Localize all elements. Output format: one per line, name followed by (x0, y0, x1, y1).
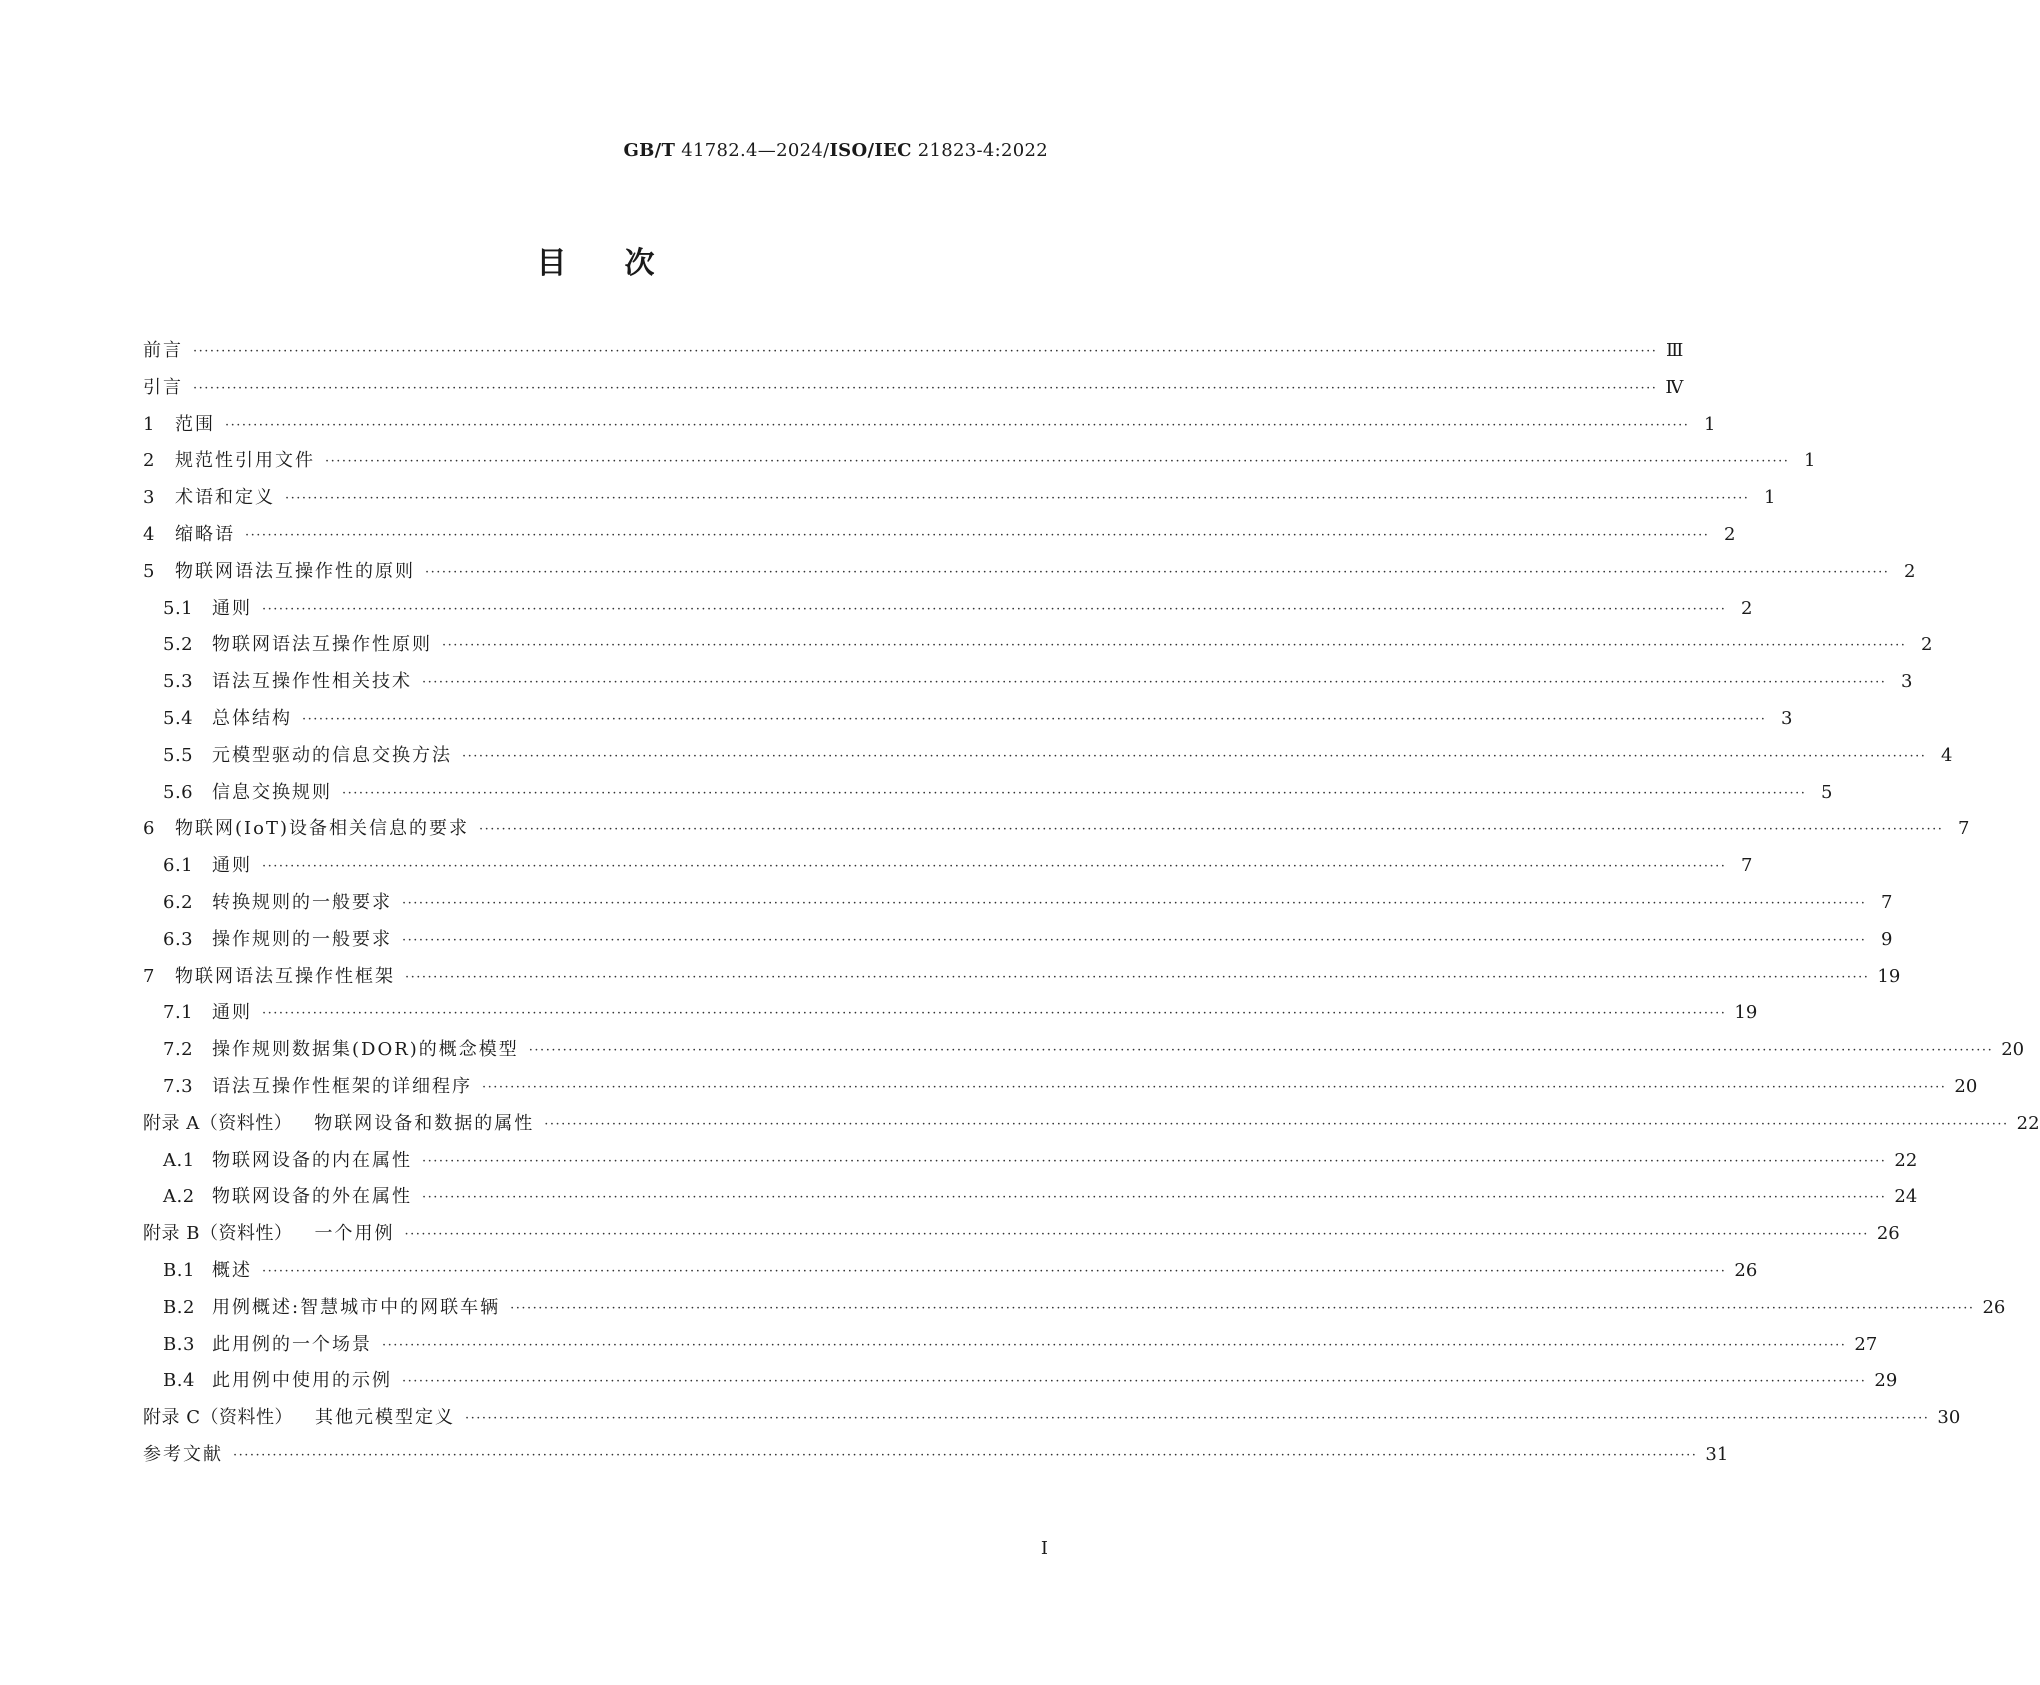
toc-dot-leader: ···································································································································································································································································· (462, 748, 1927, 764)
toc-entry[interactable] (143, 1256, 1758, 1293)
toc-entry[interactable] (143, 1219, 1900, 1256)
toc-entry-number: B.4 (163, 1370, 195, 1392)
toc-entry[interactable] (143, 1109, 2040, 1146)
toc-entry[interactable] (143, 741, 1953, 778)
toc-entry[interactable] (143, 778, 1833, 815)
toc-dot-leader: ···································································································································································································································································· (302, 711, 1767, 727)
iso-prefix: ISO/IEC (829, 140, 912, 161)
toc-entry-page: Ⅲ (1666, 340, 1684, 361)
toc-entry-page: 30 (1937, 1407, 1961, 1429)
toc-entry-page: 2 (1920, 634, 1933, 656)
toc-entry-page: 22 (1894, 1149, 1918, 1171)
toc-entry-number: 6.2 (163, 891, 194, 913)
toc-entry-title: 语法互操作性相关技术 (212, 671, 412, 693)
toc-entry-page: 5 (1820, 781, 1833, 803)
toc-entry[interactable] (143, 483, 1776, 520)
toc-dot-leader: ···································································································································································································································································· (262, 601, 1727, 617)
toc-entry[interactable] (143, 962, 1901, 999)
toc-entry-title: 转换规则的一般要求 (212, 891, 392, 913)
toc-entry-number: 5.3 (163, 671, 194, 693)
toc-entry[interactable] (143, 1146, 1918, 1183)
toc-dot-leader: ···································································································································································································································································· (482, 1079, 1947, 1095)
toc-entry-title: 引言 (143, 376, 183, 398)
toc-entry[interactable] (143, 336, 1684, 373)
toc-dot-leader: ···································································································································································································································································· (245, 527, 1710, 543)
toc-entry-title: 物联网语法互操作性原则 (212, 634, 432, 656)
toc-entry[interactable] (143, 704, 1793, 741)
toc-dot-leader: ···································································································································································································································································· (425, 564, 1890, 580)
table-of-contents (143, 336, 2040, 1477)
toc-entry-page: 3 (1780, 707, 1793, 729)
toc-entry-page: 31 (1705, 1443, 1729, 1465)
toc-entry-page: 29 (1874, 1370, 1898, 1392)
toc-dot-leader: ···································································································································································································································································· (285, 491, 1750, 507)
toc-dot-leader: ···································································································································································································································································· (193, 380, 1658, 396)
toc-entry-number: 5.2 (163, 634, 194, 656)
toc-entry-number: B.2 (163, 1296, 195, 1318)
toc-dot-leader: ···································································································································································································································································· (422, 675, 1887, 691)
document-header (623, 140, 1048, 161)
toc-dot-leader: ···································································································································································································································································· (422, 1190, 1887, 1206)
toc-dot-leader: ···································································································································································································································································· (442, 638, 1907, 654)
toc-entry-page: 24 (1894, 1186, 1918, 1208)
toc-entry-title: 范围 (175, 413, 215, 435)
toc-entry-number: 附录 B（资料性） (143, 1223, 293, 1245)
toc-entry-number: 附录 C（资料性） (143, 1407, 293, 1429)
toc-entry-page: 19 (1877, 965, 1901, 987)
toc-entry-title: 物联网设备和数据的属性 (314, 1112, 535, 1134)
toc-entry[interactable] (143, 410, 1716, 447)
toc-entry-page: 7 (1957, 818, 1970, 840)
toc-dot-leader: ···································································································································································································································································· (465, 1411, 1930, 1427)
toc-entry-number: 6.1 (163, 855, 194, 877)
toc-dot-leader: ···································································································································································································································································· (342, 785, 1807, 801)
toc-entry[interactable] (143, 594, 1753, 631)
toc-entry-page: 9 (1880, 928, 1893, 950)
toc-entry[interactable] (143, 888, 1893, 925)
toc-dot-leader: ···································································································································································································································································· (528, 1043, 1994, 1059)
toc-dot-leader: ···································································································································································································································································· (233, 1447, 1698, 1463)
toc-dot-leader: ···································································································································································································································································· (404, 1227, 1869, 1243)
toc-entry-number: 7.2 (163, 1039, 194, 1061)
toc-entry-title: 缩略语 (175, 523, 235, 545)
toc-entry[interactable] (143, 630, 1933, 667)
page-number: Ⅰ (1040, 1538, 1048, 1559)
toc-entry-title: 物联网设备的内在属性 (212, 1149, 412, 1171)
toc-entry-title: 物联网语法互操作性的原则 (175, 560, 415, 582)
toc-entry[interactable] (143, 998, 1758, 1035)
toc-entry[interactable] (143, 925, 1893, 962)
toc-entry-page: 3 (1900, 671, 1913, 693)
toc-entry-number: 5.6 (163, 781, 194, 803)
toc-entry-title: 信息交换规则 (212, 781, 332, 803)
toc-entry-number: 1 (143, 413, 155, 435)
toc-entry[interactable] (143, 1035, 2025, 1072)
toc-entry-title: 用例概述:智慧城市中的网联车辆 (212, 1296, 501, 1318)
toc-entry-page: 4 (1940, 744, 1953, 766)
toc-entry-title: 参考文献 (143, 1443, 223, 1465)
toc-entry-number: 5 (143, 560, 155, 582)
toc-entry-title: 语法互操作性框架的详细程序 (212, 1075, 472, 1097)
toc-dot-leader: ···································································································································································································································································· (262, 1006, 1727, 1022)
toc-dot-leader: ···································································································································································································································································· (402, 1374, 1867, 1390)
standard-prefix: GB/T (623, 140, 676, 161)
standard-code: 41782.4—2024/ (675, 140, 830, 161)
toc-entry-title: 其他元模型定义 (315, 1407, 455, 1429)
toc-entry[interactable] (143, 1403, 1961, 1440)
toc-entry-title: 一个用例 (314, 1223, 395, 1245)
toc-entry-title: 元模型驱动的信息交换方法 (212, 744, 452, 766)
toc-dot-leader: ···································································································································································································································································· (225, 417, 1690, 433)
toc-entry-number: A.2 (163, 1186, 195, 1208)
toc-dot-leader: ···································································································································································································································································· (402, 895, 1867, 911)
toc-entry-number: 5.4 (163, 707, 194, 729)
toc-dot-leader: ···································································································································································································································································· (402, 932, 1867, 948)
toc-entry-page: 26 (1734, 1259, 1758, 1281)
toc-entry-title: 术语和定义 (175, 487, 275, 509)
toc-entry[interactable] (143, 373, 1684, 410)
toc-entry-page: 22 (2016, 1112, 2040, 1134)
toc-entry-title: 此用例的一个场景 (212, 1333, 372, 1355)
toc-entry-title: 操作规则的一般要求 (212, 928, 392, 950)
toc-entry-page: 2 (1903, 560, 1916, 582)
toc-dot-leader: ···································································································································································································································································· (382, 1337, 1847, 1353)
toc-entry-title: 物联网(IoT)设备相关信息的要求 (175, 818, 469, 840)
toc-entry-number: 6.3 (163, 928, 194, 950)
toc-entry-page: 7 (1880, 891, 1893, 913)
toc-entry-title: 总体结构 (212, 707, 292, 729)
toc-entry-page: 7 (1740, 855, 1753, 877)
toc-entry-number: 5.5 (163, 744, 194, 766)
toc-dot-leader: ···································································································································································································································································· (405, 969, 1870, 985)
toc-entry-title: 通则 (212, 855, 252, 877)
toc-entry-title: 操作规则数据集(DOR)的概念模型 (212, 1039, 519, 1061)
toc-entry-title: 此用例中使用的示例 (212, 1370, 392, 1392)
toc-entry-number: 4 (143, 523, 155, 545)
toc-dot-leader: ···································································································································································································································································· (262, 1263, 1727, 1279)
toc-entry-number: 附录 A（资料性） (143, 1112, 293, 1134)
toc-entry[interactable] (143, 557, 1916, 594)
toc-entry-number: 6 (143, 818, 155, 840)
toc-entry-page: 1 (1703, 413, 1716, 435)
toc-entry[interactable] (143, 1293, 2006, 1330)
toc-entry-number: 7.3 (163, 1075, 194, 1097)
toc-entry-number: 7.1 (163, 1002, 194, 1024)
toc-dot-leader: ···································································································································································································································································· (325, 454, 1790, 470)
toc-entry[interactable] (143, 1182, 1918, 1219)
toc-entry[interactable] (143, 1440, 1729, 1477)
toc-entry[interactable] (143, 667, 1913, 704)
toc-entry-number: B.3 (163, 1333, 195, 1355)
toc-entry-number: A.1 (163, 1149, 195, 1171)
toc-entry[interactable] (143, 814, 1970, 851)
toc-entry-page: 1 (1803, 450, 1816, 472)
toc-entry-page: 27 (1854, 1333, 1878, 1355)
toc-dot-leader: ···································································································································································································································································· (510, 1300, 1975, 1316)
toc-entry[interactable] (143, 1366, 1898, 1403)
toc-entry[interactable] (143, 520, 1736, 557)
toc-entry-title: 前言 (143, 340, 183, 361)
toc-entry-page: 1 (1763, 487, 1776, 509)
toc-entry[interactable] (143, 446, 1816, 483)
iso-code: 21823-4:2022 (911, 140, 1048, 161)
toc-entry-title: 通则 (212, 597, 252, 619)
toc-dot-leader: ···································································································································································································································································· (422, 1153, 1887, 1169)
toc-entry-page: 26 (1876, 1223, 1900, 1245)
page-title: 目次 (536, 246, 713, 281)
toc-entry-number: 2 (143, 450, 155, 472)
toc-entry-title: 概述 (212, 1259, 252, 1281)
toc-entry[interactable] (143, 1072, 1978, 1109)
toc-entry-page: 20 (1954, 1075, 1978, 1097)
toc-entry-title: 物联网设备的外在属性 (212, 1186, 412, 1208)
toc-dot-leader: ···································································································································································································································································· (262, 859, 1727, 875)
toc-entry-page: 2 (1740, 597, 1753, 619)
toc-dot-leader: ···································································································································································································································································· (479, 822, 1944, 838)
toc-entry-number: B.1 (163, 1259, 195, 1281)
toc-entry-number: 5.1 (163, 597, 194, 619)
toc-entry-page: 19 (1734, 1002, 1758, 1024)
toc-entry-page: 26 (1982, 1296, 2006, 1318)
toc-entry-page: 2 (1723, 523, 1736, 545)
toc-entry[interactable] (143, 851, 1753, 888)
toc-entry-title: 规范性引用文件 (175, 450, 315, 472)
toc-entry[interactable] (143, 1330, 1878, 1367)
toc-entry-title: 通则 (212, 1002, 252, 1024)
toc-entry-page: Ⅳ (1665, 376, 1684, 398)
toc-dot-leader: ···································································································································································································································································· (193, 344, 1658, 359)
toc-entry-page: 20 (2001, 1039, 2025, 1061)
toc-entry-number: 7 (143, 965, 155, 987)
toc-entry-title: 物联网语法互操作性框架 (175, 965, 395, 987)
toc-entry-number: 3 (143, 487, 155, 509)
toc-dot-leader: ···································································································································································································································································· (544, 1116, 2009, 1132)
